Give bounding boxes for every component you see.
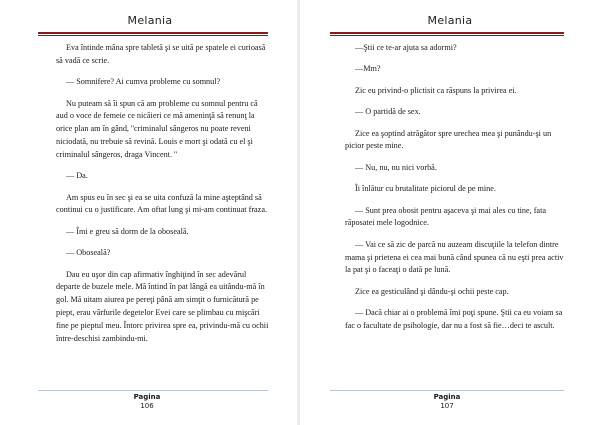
paragraph: — Îmi e greu să dorm de la oboseală.	[66, 226, 189, 236]
paragraph: — Oboseală?	[66, 248, 111, 258]
paragraph: — Da.	[66, 171, 88, 181]
page-header: Melania	[127, 14, 173, 27]
paragraph: — Somnifere? Ai cumva probleme cu somnul?	[66, 77, 221, 87]
paragraph: Dau eu uşor din cap afirmativ înghiţind în sec adevărul departe de buzele mele. Mă întind în pat lângă ea uitându-mă în gol. Mă uitam aiurea pe pereţi până am simţit o furnicătură pe piept, erau vârfurile degetelor Evei care se plimbau cu mişcări fine pe pieptul meu. Întorc privirea spre ea, privindu-mă cu ochii între-deschisi zambindu-mi.	[56, 269, 269, 343]
paragraph: Eva întinde mâna spre tabletă şi se uită pe spatele ei curioasă să vadă ce scrie.	[56, 43, 266, 65]
paragraph: Zice ea gesticulând şi dându-şi ochii peste cap.	[355, 286, 509, 296]
page-body	[56, 42, 270, 354]
page-number: 107	[440, 402, 454, 410]
footer-label: Pagina	[133, 393, 161, 401]
paragraph: — O partidă de sex.	[355, 107, 421, 117]
footer-divider	[330, 390, 564, 391]
paragraph: — Vai ce să zic de parcă nu auzeam discuţiile la telefon dintre mama şi prietena ei cea mai bună când spunea că nu eşti prea activ la pat şi o faceaţi o dată pe lună.	[345, 239, 564, 275]
paragraph: Nu puteam să îi spun că am probleme cu somnul pentru că aud o voce de femeie ce nicăieri ce mă ameninţă să renunţ la orice plan am în gând, ''criminalul sângeros nu poate reveni niciodată, nu trebuie să revină. Louis e mort şi odată cu el şi criminalul sângeros, draga Vincent. ''	[56, 98, 258, 159]
paragraph: Zic eu privind-o plictisit ca răspuns la privirea ei.	[355, 85, 517, 95]
paragraph: — Nu, nu, nu nici vorbă.	[355, 162, 437, 172]
header-divider	[330, 32, 564, 34]
paragraph: — Dacă chiar ai o problemă îmi poţi spune. Ştii ca eu voiam sa fac o facultate de psihologie, dar nu a fost să fie…deci te ascult.	[345, 308, 563, 330]
footer-divider	[38, 390, 268, 391]
footer-label: Pagina	[433, 393, 461, 401]
paragraph: —Mm?	[355, 64, 381, 74]
paragraph: —Ştii ce te-ar ajuta sa adormi?	[355, 43, 457, 52]
paragraph: — Sunt prea obosit pentru aşaceva şi mai ales cu tine, fata răposatei mele logodnice.	[345, 205, 546, 228]
right-page	[300, 0, 600, 425]
page-footer	[0, 393, 297, 411]
paragraph: Îi înlătur cu brutalitate piciorul de pe mine.	[355, 184, 496, 194]
page-body	[345, 42, 567, 341]
page-footer	[297, 393, 597, 411]
paragraph: Am spus eu în sec şi ea se uita confuză la mine aşteptând să continui cu o justificare. Am oftat lung şi mi-am continuat fraza.	[56, 192, 267, 215]
header-divider	[38, 32, 268, 34]
page-header: Melania	[427, 14, 473, 27]
paragraph: Zice ea şoptind atrăgător spre urechea mea şi punându-şi un picior peste mine.	[345, 128, 552, 151]
page-number: 106	[140, 402, 154, 410]
